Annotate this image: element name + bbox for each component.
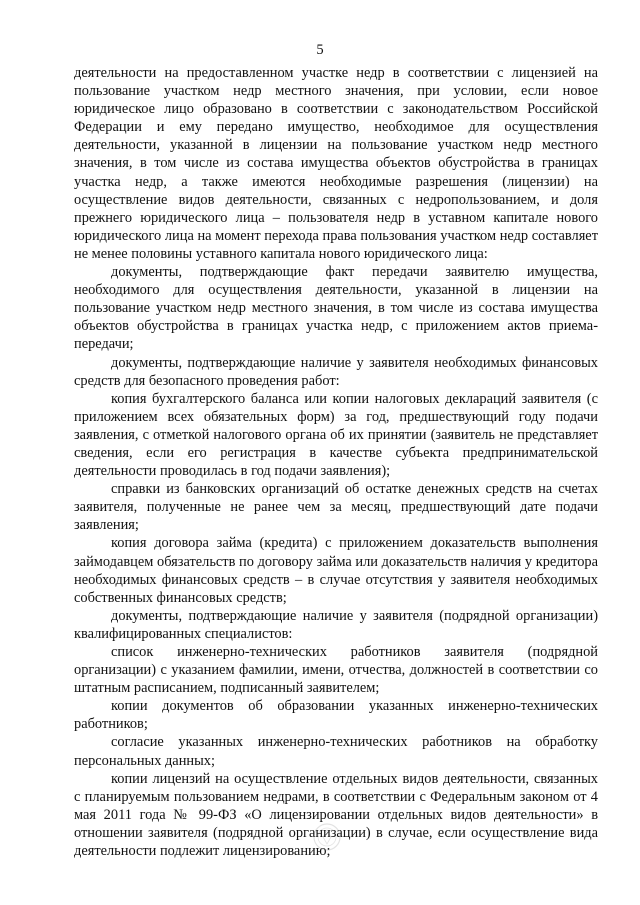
document-body — [74, 64, 598, 860]
paragraph: копия бухгалтерского баланса или копии налоговых деклараций заявителя (с приложением всех обязательных форм) за год, предшествующий году подачи заявления, с отметкой налогового органа об их принятии (заявитель не представляет сведения, если его регистрация в качестве субъекта предпринимательской деятельности проводилась в год подачи заявления); — [74, 390, 598, 480]
paragraph: документы, подтверждающие наличие у заявителя необходимых финансовых средств для безопасного проведения работ: — [74, 354, 598, 389]
paragraph: список инженерно-технических работников заявителя (подрядной организации) с указанием фамилии, имени, отчества, должностей в соответствии со штатным расписанием, подписанный заявителем; — [74, 644, 598, 697]
paragraph: документы, подтверждающие факт передачи заявителю имущества, необходимого для осуществления деятельности, указанной в лицензии на пользование участком недр местного значения, в том числе из состава имущества объектов обустройства в границах участка недр, с приложением актов приема-передачи; — [74, 264, 598, 353]
paragraph: документы, подтверждающие наличие у заявителя (подрядной организации) квалифицированных специалистов: — [74, 607, 598, 642]
paragraph: справки из банковских организаций об остатке денежных средств на счетах заявителя, полученные не ранее чем за месяц, предшествующий дате подачи заявления; — [74, 481, 598, 534]
seal-icon — [312, 822, 342, 852]
paragraph: копии лицензий на осуществление отдельных видов деятельности, связанных с планируемым пользованием недрами, в соответствии с Федеральным законом от 4 мая 2011 года № 99-ФЗ «О лицензировании отдельных видов деятельности» в отношении заявителя (подрядной организации) в случае, если осуществление вида деятельности подлежит лицензированию; — [74, 770, 598, 860]
paragraph: согласие указанных инженерно-технических работников на обработку персональных данных; — [74, 734, 598, 769]
paragraph-continuation: деятельности на предоставленном участке недр в соответствии с лицензией на пользование участком недр местного значения, при условии, если новое юридическое лицо образовано в соответствии с законодательством Российской Федерации и ему передано имущество, необходимое для осуществления деятельности, указанной в лицензии на пользование участком недр местного значения, в том числе из состава имущества объектов обустройства в границах участка недр, а также имеются необходимые разрешения (лицензии) на осуществление видов деятельности, связанных с недропользованием, и доля прежнего юридического лица – пользователя недр в уставном капитале нового юридического лица на момент перехода права пользования участком недр составляет не менее половины уставного капитала нового юридического лица: — [74, 65, 598, 262]
page-number: 5 — [316, 42, 324, 58]
paragraph: копии документов об образовании указанных инженерно-технических работников; — [74, 698, 598, 733]
paragraph: копия договора займа (кредита) с приложением доказательств выполнения займодавцем обязательств по договору займа или доказательств наличия у кредитора необходимых финансовых средств – в случае отсутствия у заявителя необходимых собственных финансовых средств; — [74, 535, 598, 606]
watermark — [278, 822, 398, 886]
